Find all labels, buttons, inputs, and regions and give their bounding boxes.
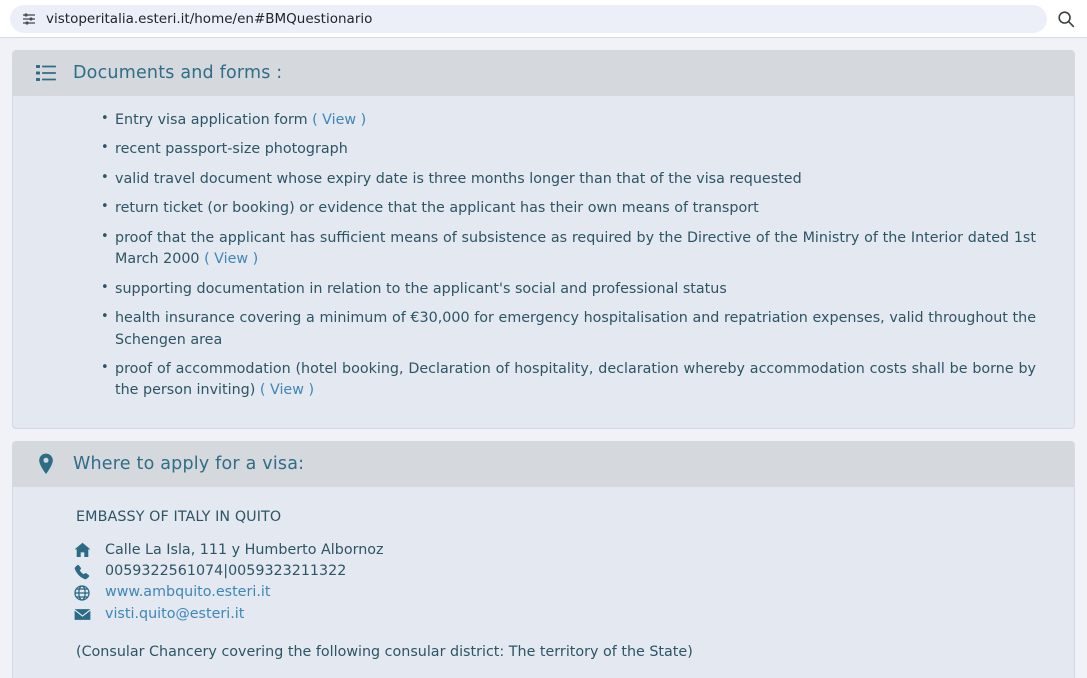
list-icon (35, 62, 57, 84)
location-pin-icon (35, 453, 57, 475)
contact-row-website[interactable] (73, 583, 1048, 602)
documents-card-body (13, 96, 1074, 428)
phone-icon (73, 562, 91, 581)
home-icon (73, 541, 91, 560)
list-item-text: Entry visa application form (115, 112, 308, 128)
list-item-text: valid travel document whose expiry date is three months longer than that of the visa requested (115, 170, 802, 187)
url-text[interactable]: vistoperitalia.esteri.it/home/en#BMQuestionario (46, 10, 373, 27)
address-bar[interactable] (10, 5, 1047, 33)
list-item (101, 279, 1048, 300)
list-item (101, 359, 1048, 402)
site-permissions-icon[interactable] (20, 11, 38, 27)
email-link[interactable]: visti.quito@esteri.it (105, 605, 245, 622)
documents-list (39, 110, 1048, 402)
where-to-apply-card (12, 441, 1075, 678)
list-item-text: proof that the applicant has sufficient means of subsistence as required by the Directive of the Ministry of the Interior dated 1st March 2000 (115, 229, 1036, 268)
list-item (101, 169, 1048, 190)
apply-card-title: Where to apply for a visa: (73, 453, 305, 474)
list-item (101, 139, 1048, 160)
browser-toolbar (0, 0, 1087, 38)
globe-icon (73, 583, 91, 602)
apply-card-header (13, 442, 1074, 487)
list-item-text: supporting documentation in relation to the applicant's social and professional status (115, 280, 727, 297)
contact-row-email[interactable] (73, 605, 1048, 624)
search-icon[interactable] (1055, 8, 1077, 30)
contact-row-address (73, 541, 1048, 560)
list-item-text: recent passport-size photograph (115, 141, 348, 158)
list-item (101, 110, 1048, 131)
view-link[interactable]: ( View ) (312, 112, 367, 128)
address-text: Calle La Isla, 111 y Humberto Albornoz (105, 541, 384, 558)
list-item-text: health insurance covering a minimum of €30,000 for emergency hospitalisation and repatriation expenses, valid throughout the Schengen area (115, 310, 1036, 348)
view-link[interactable]: ( View ) (259, 382, 315, 399)
envelope-icon (73, 605, 91, 624)
view-link[interactable]: ( View ) (204, 251, 259, 268)
consular-district-text: (Consular Chancery covering the following consular district: The territory of the State) (76, 644, 693, 660)
list-item (101, 228, 1048, 271)
list-item-text: proof of accommodation (hotel booking, Declaration of hospitality, declaration whereby accommodation costs shall be borne by the person inviting) (115, 360, 1036, 399)
embassy-name: EMBASSY OF ITALY IN QUITO (76, 508, 282, 525)
website-link[interactable]: www.ambquito.esteri.it (105, 584, 271, 601)
phone-text: 0059322561074|0059323211322 (105, 563, 347, 580)
page-content (0, 38, 1087, 678)
documents-card-header (13, 51, 1074, 96)
documents-card-title: Documents and forms : (73, 63, 283, 83)
list-item-text: return ticket (or booking) or evidence that the applicant has their own means of transport (115, 200, 759, 217)
list-item (101, 308, 1048, 351)
documents-and-forms-card (12, 50, 1075, 429)
list-item (101, 198, 1048, 219)
apply-card-body (13, 487, 1074, 678)
contact-row-phone (73, 562, 1048, 581)
